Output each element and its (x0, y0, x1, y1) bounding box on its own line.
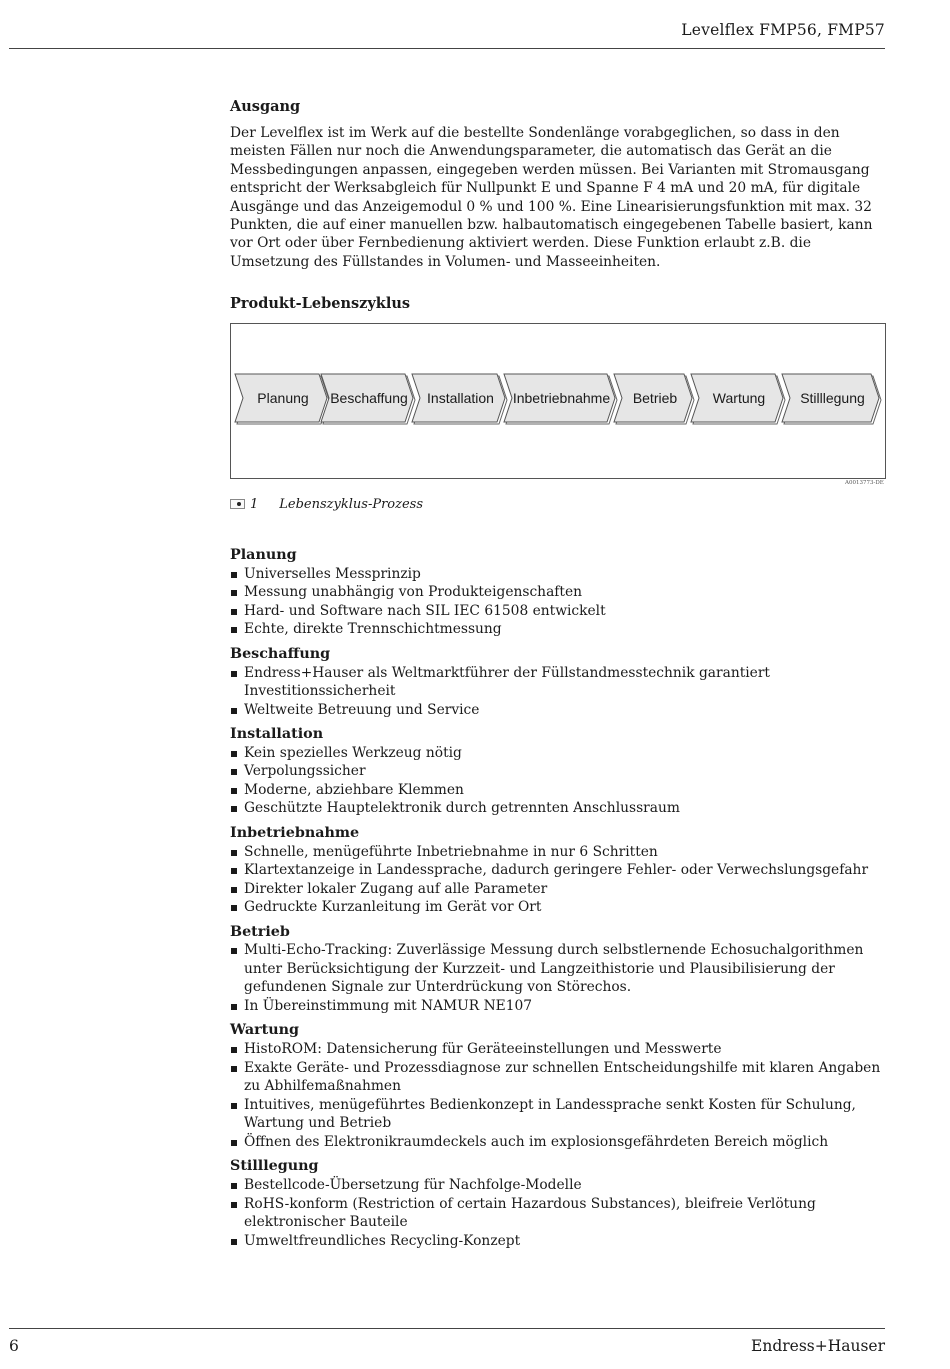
chevron-label: Inbetriebnahme (512, 390, 611, 406)
section-list (230, 941, 890, 1015)
ausgang-text: Der Levelflex ist im Werk auf die bestellte Sondenlänge vorabgeglichen, so dass in den meisten Fällen nur noch die Anwendungsparameter, die automatisch das Gerät an die Messbedingungen anpassen, eingegeben werden müssen. Bei Varianten mit Stromausgang entspricht der Werksabgleich für Nullpunkt E und Spanne F 4 mA und 20 mA, für digitale Ausgänge und das Anzeigemodul 0 % und 100 %. Eine Linearisierungsfunktion mit max. 32 Punkten, die auf einer manuellen bzw. halbautomatisch eingegebenen Tabelle basiert, kann vor Ort oder über Fernbedienung aktiviert werden. Diese Funktion erlaubt z.B. die Umsetzung des Füllstandes in Volumen- und Masseeinheiten. (230, 125, 873, 270)
chevron-label: Betrieb (632, 390, 678, 406)
list-item: Umweltfreundliches Recycling-Konzept (230, 1232, 890, 1251)
list-item: Weltweite Betreuung und Service (230, 701, 890, 720)
list-item: RoHS-konform (Restriction of certain Hazardous Substances), bleifreie Verlötung elektronischer Bauteile (230, 1195, 890, 1232)
section-title: Inbetriebnahme (230, 824, 360, 841)
figure-caption (230, 496, 630, 512)
figure-caption-text: Lebenszyklus-Prozess (279, 496, 424, 512)
list-item: Multi-Echo-Tracking: Zuverlässige Messung durch selbstlernende Echosuchalgorithmen unter Berücksichtigung der Kurzzeit- und Langzeithistorie und Plausibilisierung der gefundenen Signale zur Unterdrückung von Störechos. (230, 941, 890, 997)
list-item: HistoROM: Datensicherung für Geräteeinstellungen und Messwerte (230, 1040, 890, 1059)
section-title: Stilllegung (230, 1158, 319, 1175)
footer-divider (9, 1328, 885, 1329)
ausgang-section (230, 97, 886, 321)
figure-code: A0013773-DE (845, 480, 884, 486)
lifecycle-chevron-graphic (231, 324, 885, 478)
header-divider (9, 48, 885, 49)
chevron-label: Wartung (712, 390, 766, 406)
list-item: Universelles Messprinzip (230, 565, 890, 584)
ausgang-heading: Ausgang (230, 98, 301, 115)
header-title: Levelflex FMP56, FMP57 (681, 21, 885, 39)
chevron-label: Installation (427, 390, 494, 406)
list-item: Echte, direkte Trennschichtmessung (230, 620, 890, 639)
section-list (230, 664, 890, 720)
chevron-label: Planung (257, 390, 309, 406)
section-title: Wartung (230, 1022, 299, 1039)
list-item: Gedruckte Kurzanleitung im Gerät vor Ort (230, 898, 890, 917)
section-title: Betrieb (230, 923, 290, 940)
list-item: Exakte Geräte- und Prozessdiagnose zur schnellen Entscheidungshilfe mit klaren Angaben zu Abhilfemaßnahmen (230, 1059, 890, 1096)
chevron-label: Stilllegung (800, 390, 865, 406)
list-item: Intuitives, menügeführtes Bedienkonzept in Landessprache senkt Kosten für Schulung, Wartung und Betrieb (230, 1096, 890, 1133)
list-item: Moderne, abziehbare Klemmen (230, 781, 890, 800)
figure-icon (230, 499, 245, 509)
list-item: Öffnen des Elektronikraumdeckels auch im explosionsgefährdeten Bereich möglich (230, 1133, 890, 1152)
lifecycle-diagram (230, 323, 886, 479)
footer-brand: Endress+Hauser (751, 1337, 885, 1355)
list-item: Direkter lokaler Zugang auf alle Parameter (230, 880, 890, 899)
figure-number: 1 (250, 496, 259, 512)
section-title: Planung (230, 547, 297, 563)
section-list (230, 744, 890, 818)
section-title: Installation (230, 726, 324, 743)
lifecycle-sections (230, 546, 890, 1256)
lifecycle-heading: Produkt-Lebenszyklus (230, 295, 411, 313)
list-item: Hard- und Software nach SIL IEC 61508 entwickelt (230, 602, 890, 621)
section-list (230, 1040, 890, 1151)
list-item: Geschützte Hauptelektronik durch getrennten Anschlussraum (230, 799, 890, 818)
list-item: Messung unabhängig von Produkteigenschaften (230, 583, 890, 602)
list-item: Verpolungssicher (230, 762, 890, 781)
section-list (230, 565, 890, 639)
list-item: Endress+Hauser als Weltmarktführer der Füllstandmesstechnik garantiert Investitionssicherheit (230, 664, 890, 701)
list-item: Bestellcode-Übersetzung für Nachfolge-Modelle (230, 1176, 890, 1195)
section-list (230, 1176, 890, 1250)
list-item: Schnelle, menügeführte Inbetriebnahme in nur 6 Schritten (230, 843, 890, 862)
list-item: Klartextanzeige in Landessprache, dadurch geringere Fehler- oder Verwechslungsgefahr (230, 861, 890, 880)
page-number: 6 (9, 1337, 19, 1355)
list-item: Kein spezielles Werkzeug nötig (230, 744, 890, 763)
section-title: Beschaffung (230, 645, 331, 662)
list-item: In Übereinstimmung mit NAMUR NE107 (230, 997, 890, 1016)
section-list (230, 843, 890, 917)
chevron-label: Beschaffung (330, 390, 408, 406)
